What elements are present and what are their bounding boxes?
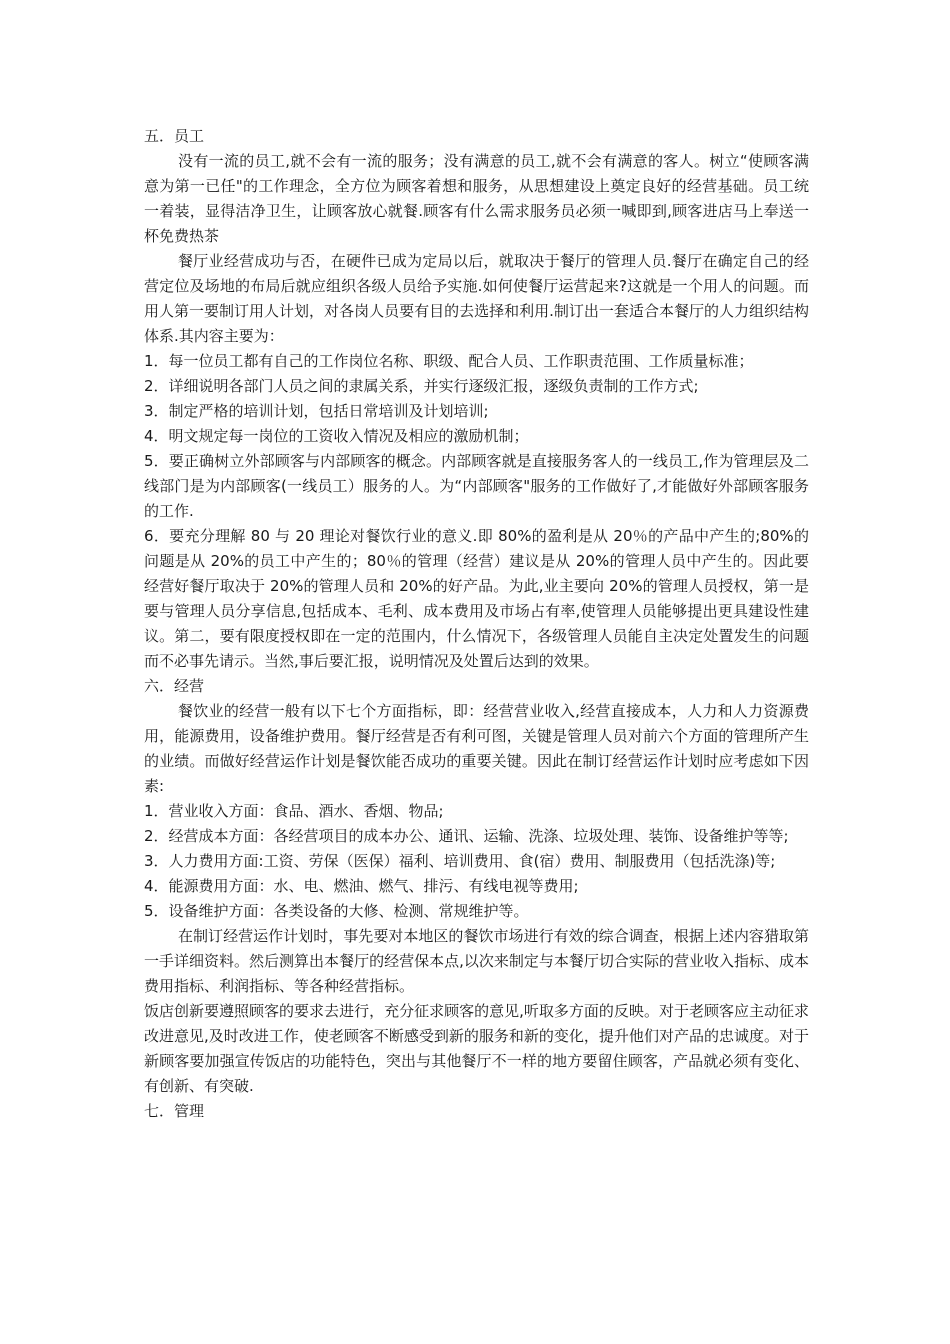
list-item: 4．能源费用方面：水、电、燃油、燃气、排污、有线电视等费用; [144, 877, 579, 895]
section-heading-staff: 五．员工 [144, 127, 205, 145]
paragraph: 餐厅业经营成功与否，在硬件已成为定局以后，就取决于餐厅的管理人员.餐厅在确定自己的经营定位及场地的布局后就应组织各级人员给予实施.如何使餐厅运营起来?这就是一个用人的问题。而用人第一要制订用人计划，对各岗人员要有目的去选择和利用.制订出一套适合本餐厅的人力组织结构体系.其内容主要为： [144, 252, 809, 345]
list-item: 5．要正确树立外部顾客与内部顾客的概念。内部顾客就是直接服务客人的一线员工,作为管理层及二线部门是为内部顾客(一线员工）服务的人。为“内部顾客"服务的工作做好了,才能做好外部顾客服务的工作. [144, 452, 809, 520]
paragraph: 饭店创新要遵照顾客的要求去进行，充分征求顾客的意见,听取多方面的反映。对于老顾客应主动征求改进意见,及时改进工作，使老顾客不断感受到新的服务和新的变化，提升他们对产品的忠诚度。对于新顾客要加强宣传饭店的功能特色，突出与其他餐厅不一样的地方要留住顾客，产品就必须有变化、有创新、有突破. [144, 1002, 809, 1095]
paragraph: 没有一流的员工,就不会有一流的服务；没有满意的员工,就不会有满意的客人。树立“使顾客满意为第一已任"的工作理念，全方位为顾客着想和服务，从思想建设上奠定良好的经营基础。员工统一着装，显得洁净卫生，让顾客放心就餐.顾客有什么需求服务员必须一喊即到,顾客进店马上奉送一杯免费热茶 [144, 152, 809, 245]
list-item: 3．人力费用方面:工资、劳保（医保）福利、培训费用、食(宿）费用、制服费用（包括洗涤)等; [144, 852, 776, 870]
list-item: 3．制定严格的培训计划，包括日常培训及计划培训; [144, 402, 489, 420]
paragraph: 餐饮业的经营一般有以下七个方面指标，即：经营营业收入,经营直接成本，人力和人力资源费用，能源费用，设备维护费用。餐厅经营是否有利可图，关键是管理人员对前六个方面的管理所产生的业绩。而做好经营运作计划是餐饮能否成功的重要关键。因此在制订经营运作计划时应考虑如下因素: [144, 702, 809, 795]
list-item: 1．营业收入方面：食品、酒水、香烟、物品; [144, 802, 444, 820]
paragraph: 在制订经营运作计划时，事先要对本地区的餐饮市场进行有效的综合调查，根据上述内容猎取第一手详细资料。然后测算出本餐厅的经营保本点,以次来制定与本餐厅切合实际的营业收入指标、成本费用指标、利润指标、等各种经营指标。 [144, 927, 809, 995]
list-item: 2．详细说明各部门人员之间的隶属关系，并实行逐级汇报，逐级负责制的工作方式; [144, 377, 699, 395]
list-item: 6．要充分理解 80 与 20 理论对餐饮行业的意义.即 80%的盈利是从 20％的产品中产生的;80%的问题是从 20%的员工中产生的；80％的管理（经营）建议是从 20%的管理人员中产生的。因此要经营好餐厅取决于 20%的管理人员和 20%的好产品。为此,业主要向 20%的管理人员授权，第一是要与管理人员分享信息,包括成本、毛利、成本费用及市场占有率,使管理人员能够提出更具建设性建议。第二，要有限度授权即在一定的范围内，什么情况下，各级管理人员能自主决定处置发生的问题而不必事先请示。当然,事后要汇报，说明情况及处置后达到的效果。 [144, 527, 809, 670]
document-body [144, 124, 809, 1124]
list-item: 5．设备维护方面：各类设备的大修、检测、常规维护等。 [144, 902, 529, 920]
list-item: 1．每一位员工都有自己的工作岗位名称、职级、配合人员、工作职责范围、工作质量标准； [144, 352, 754, 370]
list-item: 2．经营成本方面：各经营项目的成本办公、通讯、运输、洗涤、垃圾处理、装饰、设备维护等等; [144, 827, 789, 845]
section-heading-management: 七．管理 [144, 1102, 205, 1120]
section-heading-operations: 六．经营 [144, 677, 205, 695]
list-item: 4．明文规定每一岗位的工资收入情况及相应的激励机制； [144, 427, 529, 445]
